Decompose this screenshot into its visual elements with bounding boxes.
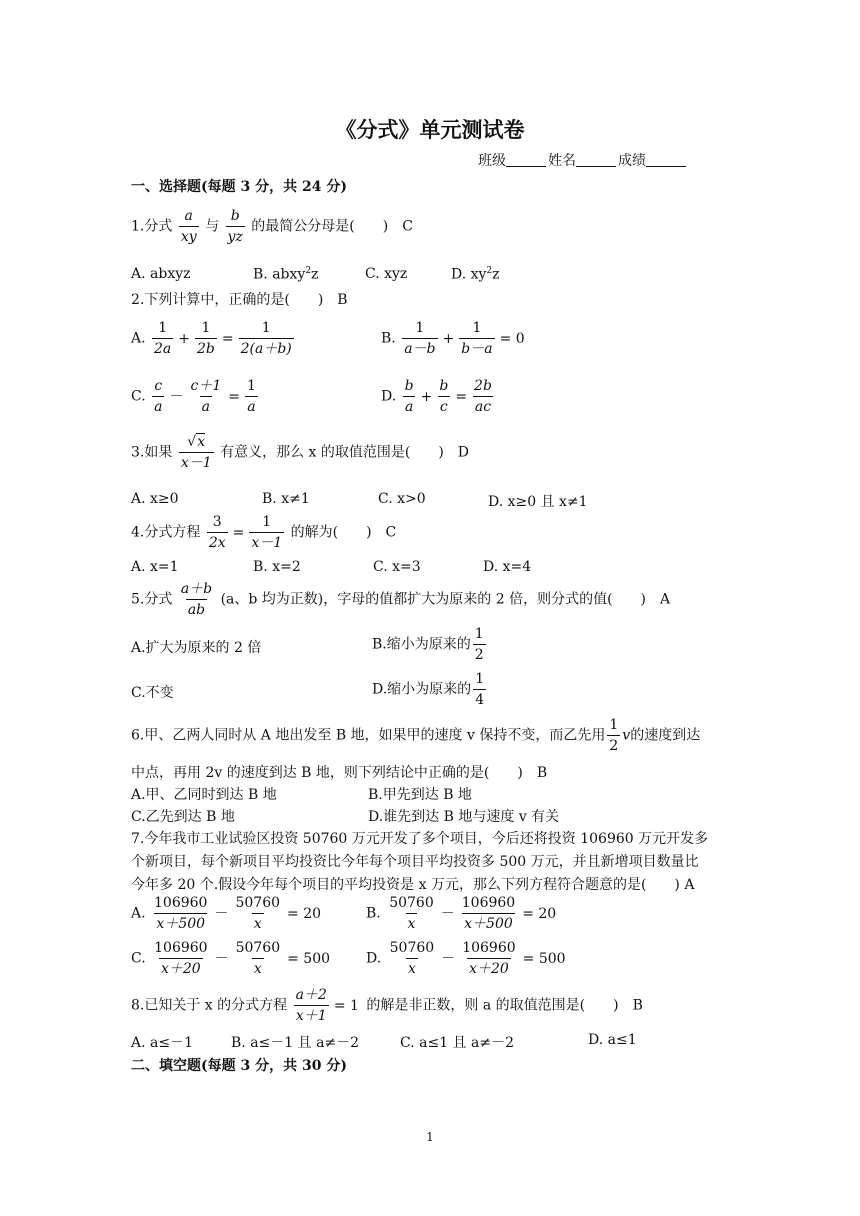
fraction: $\frac{b}{yz}$ — [227, 208, 243, 245]
q4-option-c: C. x=3 — [373, 559, 421, 575]
q8-option-b: B. a≤－1 且 a≠－2 — [231, 1035, 360, 1051]
fraction: $\frac{a}{xy}$ — [180, 208, 197, 245]
score-blank — [646, 152, 686, 167]
question-4-stem: 4.分式方程 $\frac{3}{2x}$ = $\frac{1}{x-1}$ 的解为( ) C — [131, 514, 397, 551]
q3-option-a: A. x≥0 — [131, 491, 179, 507]
q2-option-b: B. $\frac{1}{a-b}$ + $\frac{1}{b-a}$ = 0 — [381, 320, 525, 357]
q1-option-a: A. abxyz — [131, 266, 191, 282]
q1-option-d: D. $xy^2z$ — [451, 266, 500, 283]
question-6-stem-line2: 中点，再用 2v 的速度到达 B 地，则下列结论中正确的是( ) B — [131, 765, 548, 781]
page-title: 《分式》单元测试卷 — [335, 117, 525, 142]
question-7-stem-line1: 7.今年我市工业试验区投资 50760 万元开发了多个项目，今后还将投资 106960 万元开发多 — [131, 831, 709, 847]
q1-option-b: B. abxy$^2$z — [253, 266, 319, 283]
q2-option-c: C. $\frac{c}{a}$ － $\frac{c+1}{a}$ = $\frac{1}{a}$ — [131, 378, 256, 415]
q4-option-a: A. x=1 — [131, 559, 179, 575]
q3-option-c: C. x>0 — [378, 491, 426, 507]
q3-option-b: B. x≠1 — [262, 491, 310, 507]
q8-option-c: C. a≤1 且 a≠－2 — [400, 1035, 514, 1051]
q1-option-c: C. xyz — [365, 266, 408, 282]
name-blank — [576, 152, 616, 167]
question-8-stem: 8.已知关于 x 的分式方程 $\frac{a+2}{x+1}$ = 1 的解是非正数，则 a 的取值范围是( ) B — [131, 987, 643, 1024]
q5-option-b: B.缩小为原来的 $\frac{1}{2}$ — [372, 626, 484, 663]
class-label: 班级 — [478, 153, 506, 169]
question-6-stem-line1: 6.甲、乙两人同时从 A 地出发至 B 地，如果甲的速度 v 保持不变，而乙先用 $\frac{1}{2}$ v的速度到达 — [131, 717, 701, 754]
q2-option-a: A. $\frac{1}{2a}$ + $\frac{1}{2b}$ = $\frac{1}{2(a+b)}$ — [131, 320, 292, 357]
name-label: 姓名 — [548, 153, 576, 169]
q5-option-a: A.扩大为原来的 2 倍 — [131, 640, 262, 656]
question-5-stem: 5.分式 $\frac{a+b}{ab}$ (a、b 均为正数)，字母的值都扩大为原来的 2 倍，则分式的值( ) A — [131, 581, 671, 618]
student-info-line — [478, 150, 688, 170]
q6-option-b: B.甲先到达 B 地 — [368, 787, 472, 803]
q8-option-d: D. a≤1 — [588, 1032, 637, 1048]
question-7-stem-line3: 今年多 20 个.假设今年每个项目的平均投资是 x 万元，那么下列方程符合题意的是( ) A — [131, 877, 695, 893]
section-heading-fill: 二、填空题(每题 3 分，共 30 分) — [131, 1058, 347, 1074]
q7-option-d: D. $\frac{50760}{x}$ － $\frac{106960}{x+20}$ = 500 — [366, 940, 566, 977]
question-1-stem: 1.分式 $\frac{a}{xy}$ 与 $\frac{b}{yz}$ 的最简公分母是( ) C — [131, 208, 413, 245]
q6-option-c: C.乙先到达 B 地 — [131, 809, 235, 825]
q4-option-b: B. x=2 — [253, 559, 301, 575]
class-blank — [506, 152, 546, 167]
q6-option-a: A.甲、乙同时到达 B 地 — [131, 787, 277, 803]
q2-option-d: D. $\frac{b}{a}$ + $\frac{b}{c}$ = $\frac{2b}{ac}$ — [381, 378, 492, 415]
q4-option-d: D. x=4 — [483, 559, 532, 575]
question-3-stem: 3.如果 $\frac{√x}{x-1}$ 有意义，那么 x 的取值范围是( ) D — [131, 434, 470, 471]
q5-option-c: C.不变 — [131, 685, 174, 701]
q7-option-c: C. $\frac{106960}{x+20}$ － $\frac{50760}{x}$ = 500 — [131, 940, 331, 977]
q7-option-b: B. $\frac{50760}{x}$ － $\frac{106960}{x+500}$ = 20 — [366, 895, 557, 932]
q3-option-d: D. x≥0 且 x≠1 — [488, 494, 588, 510]
section-heading-choice: 一、选择题(每题 3 分，共 24 分) — [131, 179, 347, 195]
score-label: 成绩 — [618, 153, 646, 169]
question-2-stem: 2.下列计算中，正确的是( ) B — [131, 292, 348, 308]
q5-option-d: D.缩小为原来的 $\frac{1}{4}$ — [372, 671, 485, 708]
q6-option-d: D.谁先到达 B 地与速度 v 有关 — [368, 809, 560, 825]
q8-option-a: A. a≤－1 — [131, 1035, 193, 1051]
question-7-stem-line2: 个新项目，每个新项目平均投资比今年每个项目平均投资多 500 万元，并且新增项目数量比 — [131, 854, 699, 870]
page-number: 1 — [426, 1130, 434, 1144]
q7-option-a: A. $\frac{106960}{x+500}$ － $\frac{50760}{x}$ = 20 — [131, 895, 322, 932]
